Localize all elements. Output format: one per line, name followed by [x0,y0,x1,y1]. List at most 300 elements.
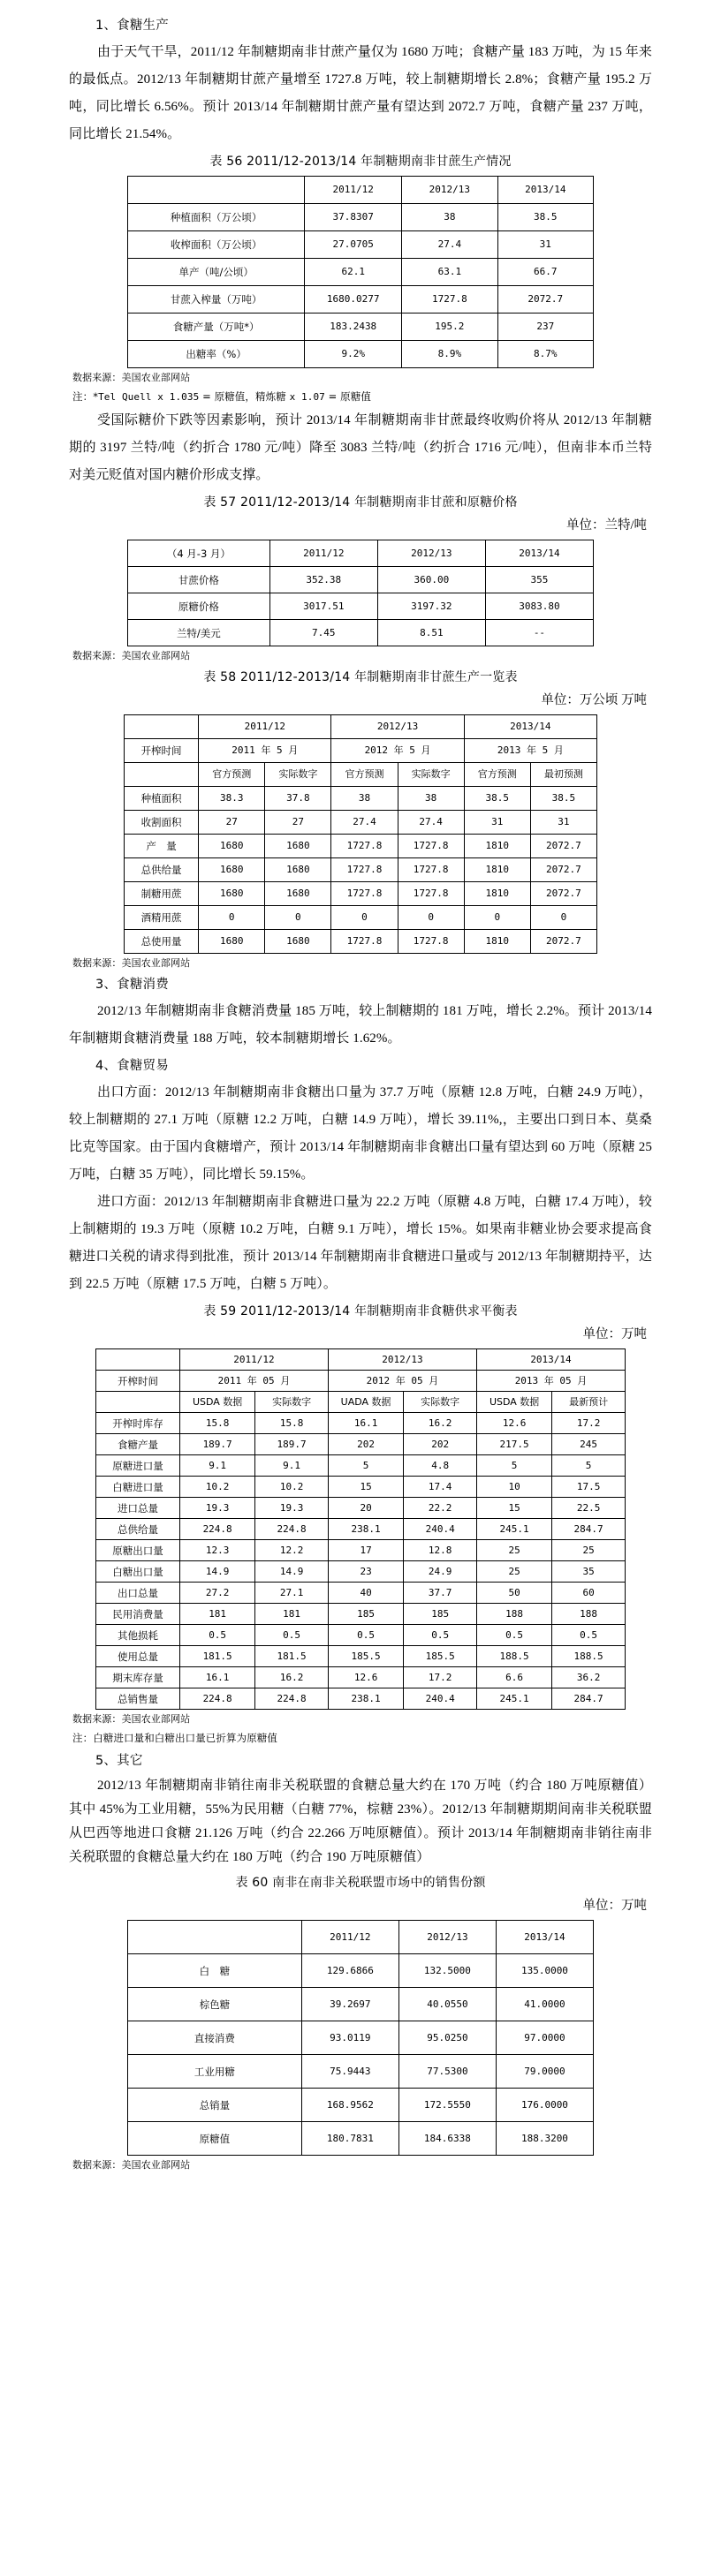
paragraph-production-2: 受国际糖价下跌等因素影响，预计 2013/14 年制糖期南非甘蔗最终收购价将从 2012/13 年制糖期的 3197 兰特/吨（约折合 1780 元/吨）降至 3083 兰特/吨（约折合 1716 元/吨），但南非本币兰特对美元贬值对国内糖价形成支撑。 [69,413,652,482]
cell: 15.8 [255,1413,329,1434]
col-header-2013-14: 2013/14 [485,540,593,567]
cell: 93.0119 [301,2021,398,2055]
cell: 238.1 [328,1519,403,1540]
paragraph-other-1: 2012/13 年制糖期南非销往南非关税联盟的食糖总量大约在 170 万吨（约合 180 万吨原糖值）其中 45%为工业用糖，55%为民用糖（白糖 77%，棕糖 23%）。2012/13 年制糖期期间南非关税联盟从巴西等地进口食糖 21.126 万吨（约合 22.266 万吨原糖值）。预计 2013/14 年制糖期南非销往南非关税联盟的食糖总量大约在 180 万吨（约合 190 万吨原糖值） [69,1779,652,1864]
table-row [96,1413,626,1434]
table-60-unit: 单位：万吨 [582,1899,647,1913]
row-label: 产 量 [125,835,199,858]
cell: 27 [199,811,265,835]
cell: 12.2 [255,1540,329,1561]
row-label: 原糖值 [128,2122,302,2156]
cell: 0.5 [328,1625,403,1646]
cell: 66.7 [497,259,593,286]
cell: 38 [398,787,464,811]
table-58-cane-production-overview [124,714,597,954]
table-59-sugar-supply-demand-balance [95,1348,626,1710]
cell: 181.5 [180,1646,255,1667]
cell: 188 [552,1604,626,1625]
start-value-2013: 2013 年 5 月 [464,739,596,763]
table-57-source: 数据来源：美国农业部网站 [72,650,191,661]
cell: -- [485,620,593,646]
cell: 2072.7 [530,835,596,858]
cell: 20 [328,1498,403,1519]
cell: 352.38 [269,567,377,593]
row-label: 兰特/美元 [128,620,270,646]
cell: 238.1 [328,1688,403,1710]
cell: 17.5 [552,1477,626,1498]
col-header-2011-12: 2011/12 [269,540,377,567]
table-row [128,259,594,286]
sub-header: USDA 数据 [180,1392,255,1413]
cell: 195.2 [402,314,497,341]
corner-cell [96,1349,180,1371]
cell: 5 [476,1455,551,1477]
cell: 1727.8 [398,930,464,954]
corner-cell: （4 月-3 月） [128,540,270,567]
table-row [96,1667,626,1688]
col-header-2011-12: 2011/12 [301,1921,398,1954]
cell: 16.2 [404,1413,477,1434]
cell: 1727.8 [402,286,497,314]
row-label: 原糖价格 [128,593,270,620]
col-header-2013-14: 2013/14 [497,177,593,204]
cell: 0 [331,906,398,930]
cell: 40.0550 [398,1988,496,2021]
cell: 0.5 [255,1625,329,1646]
cell: 185 [328,1604,403,1625]
table-row [128,341,594,368]
cell: 25 [476,1540,551,1561]
table-row [128,567,594,593]
table-60-source: 数据来源：美国农业部网站 [72,2159,191,2171]
cell: 75.9443 [301,2055,398,2089]
table-row-header [128,1921,594,1954]
table-57-cane-raw-sugar-prices [127,540,594,646]
row-label: 期末库存量 [96,1667,180,1688]
cell: 1810 [464,882,530,906]
note-latin-1: Tel Quell x 1.035 [98,391,200,403]
cell: 284.7 [552,1688,626,1710]
table-row-sub-header [125,763,597,787]
cell: 36.2 [552,1667,626,1688]
cell: 1727.8 [331,858,398,882]
section-heading-consumption: 3、食糖消费 [95,978,169,992]
cell: 132.5000 [398,1954,496,1988]
cell: 1680 [199,835,265,858]
cell: 245.1 [476,1519,551,1540]
paragraph-consumption-1: 2012/13 年制糖期南非食糖消费量 185 万吨，较上制糖期的 181 万吨，增长 2.2%。预计 2013/14 年制糖期食糖消费量 188 万吨，较本制糖期增长 1.62%。 [69,1004,652,1046]
row-label: 原糖出口量 [96,1540,180,1561]
row-label: 进口总量 [96,1498,180,1519]
cell: 245 [552,1434,626,1455]
row-label: 其他损耗 [96,1625,180,1646]
table-60-sacu-market-sales-share [127,1920,594,2156]
cell: 27.4 [331,811,398,835]
cell: 202 [328,1434,403,1455]
row-label: 种植面积（万公顷） [128,204,305,231]
cell: 25 [552,1540,626,1561]
cell: 63.1 [402,259,497,286]
paragraph-trade-import: 进口方面：2012/13 年制糖期南非食糖进口量为 22.2 万吨（原糖 4.8 万吨，白糖 17.4 万吨），较上制糖期的 19.3 万吨（原糖 10.2 万吨，白糖 9.1 万吨），增长 15%。如果南非糖业协会要求提高食糖进口关税的请求得到批准，预计 2013/14 年制糖期南非食糖进口量或与 2012/13 年制糖期持平，达到 22.5 万吨（原糖 17.5 万吨，白糖 5 万吨）。 [69,1195,652,1291]
row-label: 单产（吨/公顷） [128,259,305,286]
cell: 188.5 [552,1646,626,1667]
cell: 79.0000 [496,2055,593,2089]
row-label: 总使用量 [125,930,199,954]
table-row [128,286,594,314]
row-label: 工业用糖 [128,2055,302,2089]
table-row [96,1477,626,1498]
sub-header: 实际数字 [255,1392,329,1413]
cell: 5 [328,1455,403,1477]
table-row-header [128,177,594,204]
note-mid: = 原糖值，精炼糖 [199,390,290,403]
cell: 27.0705 [305,231,402,259]
cell: 15 [476,1498,551,1519]
table-row [128,620,594,646]
cell: 181 [180,1604,255,1625]
cell: 15.8 [180,1413,255,1434]
table-56-note [69,387,652,407]
sub-header: 官方预测 [199,763,265,787]
cell: 185.5 [404,1646,477,1667]
sub-header: 最初预测 [530,763,596,787]
cell: 3017.51 [269,593,377,620]
cell: 16.2 [255,1667,329,1688]
cell: 0.5 [552,1625,626,1646]
table-59-unit: 单位：万吨 [582,1327,647,1341]
cell: 183.2438 [305,314,402,341]
cell: 38 [402,204,497,231]
table-56-source: 数据来源：美国农业部网站 [72,372,191,383]
cell: 4.8 [404,1455,477,1477]
cell: 224.8 [255,1519,329,1540]
cell: 202 [404,1434,477,1455]
cell: 1727.8 [398,858,464,882]
cell: 19.3 [255,1498,329,1519]
cell: 185 [404,1604,477,1625]
cell: 12.6 [476,1413,551,1434]
cell: 17 [328,1540,403,1561]
table-row [128,2055,594,2089]
cell: 3197.32 [377,593,485,620]
table-row [128,1954,594,1988]
cell: 60 [552,1583,626,1604]
row-label: 种植面积 [125,787,199,811]
cell: 8.9% [402,341,497,368]
start-value-2013: 2013 年 05 月 [476,1371,625,1392]
cell: 3083.80 [485,593,593,620]
cell: 0 [398,906,464,930]
cell: 17.2 [552,1413,626,1434]
table-row [96,1434,626,1455]
cell: 1680 [199,882,265,906]
cell: 38 [331,787,398,811]
cell: 62.1 [305,259,402,286]
table-56-cane-production [127,176,594,368]
table-row [125,906,597,930]
cell: 2072.7 [530,930,596,954]
cell: 1727.8 [398,835,464,858]
corner-cell-2 [125,763,199,787]
cell: 1680 [265,858,331,882]
cell: 35 [552,1561,626,1583]
cell: 8.51 [377,620,485,646]
table-row [128,2089,594,2122]
sub-header: 最新预计 [552,1392,626,1413]
start-value-2012: 2012 年 5 月 [331,739,464,763]
row-label: 总供给量 [125,858,199,882]
cell: 16.1 [328,1413,403,1434]
season-header-2012-13: 2012/13 [328,1349,476,1371]
cell: 1810 [464,835,530,858]
start-value-2012: 2012 年 05 月 [328,1371,476,1392]
table-row [125,930,597,954]
cell: 2072.7 [530,858,596,882]
cell: 240.4 [404,1519,477,1540]
row-label: 酒精用蔗 [125,906,199,930]
sub-header: 官方预测 [464,763,530,787]
table-row [96,1455,626,1477]
cell: 22.2 [404,1498,477,1519]
table-row-start-date [125,739,597,763]
table-row [128,314,594,341]
season-header-2013-14: 2013/14 [464,715,596,739]
row-label: 使用总量 [96,1646,180,1667]
start-value-2011: 2011 年 05 月 [180,1371,329,1392]
cell: 7.45 [269,620,377,646]
cell: 5 [552,1455,626,1477]
cell: 181 [255,1604,329,1625]
table-caption-57: 表 57 2011/12-2013/14 年制糖期南非甘蔗和原糖价格 [203,495,518,510]
row-label: 甘蔗入榨量（万吨） [128,286,305,314]
table-caption-58: 表 58 2011/12-2013/14 年制糖期南非甘蔗生产一览表 [203,670,518,684]
cell: 9.1 [180,1455,255,1477]
cell: 23 [328,1561,403,1583]
cell: 40 [328,1583,403,1604]
cell: 38.5 [464,787,530,811]
table-row [96,1519,626,1540]
cell: 185.5 [328,1646,403,1667]
section-heading-production: 1、食糖生产 [95,19,169,33]
cell: 0.5 [180,1625,255,1646]
cell: 6.6 [476,1667,551,1688]
cell: 24.9 [404,1561,477,1583]
cell: 1680 [265,835,331,858]
table-row [128,2122,594,2156]
cell: 0 [265,906,331,930]
cell: 1680 [199,930,265,954]
note-latin-2: x 1.07 [289,391,325,403]
table-row-start-date [96,1371,626,1392]
cell: 14.9 [255,1561,329,1583]
row-label: 开榨时库存 [96,1413,180,1434]
table-row [96,1604,626,1625]
cell: 0 [199,906,265,930]
cell: 37.8 [265,787,331,811]
cell: 189.7 [180,1434,255,1455]
sub-header: 实际数字 [404,1392,477,1413]
cell: 10.2 [180,1477,255,1498]
paragraph-production-1: 由于天气干旱，2011/12 年制糖期南非甘蔗产量仅为 1680 万吨；食糖产量 183 万吨，为 15 年来的最低点。2012/13 年制糖期甘蔗产量增至 1727.8 万吨，较上制糖期增长 2.8%；食糖产量 195.2 万吨，同比增长 6.56%。预计 2013/14 年制糖期甘蔗产量有望达到 2072.7 万吨，食糖产量 237 万吨，同比增长 21.54%。 [69,45,652,141]
table-caption-59: 表 59 2011/12-2013/14 年制糖期南非食糖供求平衡表 [203,1304,518,1318]
cell: 15 [328,1477,403,1498]
section-heading-trade: 4、食糖贸易 [95,1059,169,1073]
cell: 27.4 [402,231,497,259]
cell: 27.1 [255,1583,329,1604]
row-label: 收割面积 [125,811,199,835]
row-label: 白 糖 [128,1954,302,1988]
cell: 224.8 [180,1519,255,1540]
season-header-2012-13: 2012/13 [331,715,464,739]
table-row [128,1988,594,2021]
corner-cell-2 [96,1392,180,1413]
table-row-season-header [96,1349,626,1371]
cell: 172.5550 [398,2089,496,2122]
row-label: 食糖产量 [96,1434,180,1455]
cell: 188.5 [476,1646,551,1667]
cell: 50 [476,1583,551,1604]
row-label: 食糖产量（万吨*） [128,314,305,341]
cell: 31 [530,811,596,835]
row-label: 制糖用蔗 [125,882,199,906]
cell: 1680 [265,882,331,906]
cell: 19.3 [180,1498,255,1519]
cell: 16.1 [180,1667,255,1688]
cell: 14.9 [180,1561,255,1583]
cell: 27 [265,811,331,835]
table-caption-56: 表 56 2011/12-2013/14 年制糖期南非甘蔗生产情况 [209,155,512,169]
cell: 188.3200 [496,2122,593,2156]
cell: 12.3 [180,1540,255,1561]
cell: 97.0000 [496,2021,593,2055]
row-label: 出口总量 [96,1583,180,1604]
cell: 180.7831 [301,2122,398,2156]
cell: 31 [464,811,530,835]
table-caption-60: 表 60 南非在南非关税联盟市场中的销售份额 [235,1876,486,1890]
cell: 135.0000 [496,1954,593,1988]
cell: 188 [476,1604,551,1625]
col-header-2013-14: 2013/14 [496,1921,593,1954]
cell: 2072.7 [530,882,596,906]
table-row [128,231,594,259]
cell: 1810 [464,858,530,882]
cell: 1727.8 [398,882,464,906]
note-suffix: = 原糖值 [324,390,371,403]
cell: 284.7 [552,1519,626,1540]
note-prefix: 注：* [72,390,99,403]
cell: 12.6 [328,1667,403,1688]
cell: 10.2 [255,1477,329,1498]
season-header-2011-12: 2011/12 [199,715,331,739]
cell: 9.2% [305,341,402,368]
sub-header: USDA 数据 [476,1392,551,1413]
col-header-2011-12: 2011/12 [305,177,402,204]
corner-cell [125,715,199,739]
cell: 1727.8 [331,835,398,858]
cell: 22.5 [552,1498,626,1519]
cell: 31 [497,231,593,259]
cell: 0 [530,906,596,930]
sub-header: 官方预测 [331,763,398,787]
section-heading-other: 5、其它 [95,1754,143,1768]
cell: 17.2 [404,1667,477,1688]
cell: 224.8 [255,1688,329,1710]
table-59-note: 注：白糖进口量和白糖出口量已折算为原糖值 [72,1732,277,1744]
table-row [96,1625,626,1646]
table-row [96,1498,626,1519]
cell: 168.9562 [301,2089,398,2122]
cell: 245.1 [476,1688,551,1710]
cell: 129.6866 [301,1954,398,1988]
cell: 224.8 [180,1688,255,1710]
start-value-2011: 2011 年 5 月 [199,739,331,763]
cell: 189.7 [255,1434,329,1455]
cell: 38.5 [530,787,596,811]
row-label: 总销量 [128,2089,302,2122]
table-row [125,858,597,882]
table-58-unit: 单位：万公顷 万吨 [541,693,647,707]
cell: 184.6338 [398,2122,496,2156]
cell: 1810 [464,930,530,954]
table-row-header [128,540,594,567]
cell: 0.5 [476,1625,551,1646]
cell: 0.5 [404,1625,477,1646]
table-row [125,882,597,906]
sub-header: 实际数字 [265,763,331,787]
table-row [125,811,597,835]
corner-cell [128,1921,302,1954]
cell: 27.4 [398,811,464,835]
row-label: 出糖率（%） [128,341,305,368]
cell: 37.7 [404,1583,477,1604]
table-row [125,787,597,811]
table-row [96,1583,626,1604]
table-row [128,204,594,231]
cell: 1680 [199,858,265,882]
table-row-season-header [125,715,597,739]
row-label: 直接消费 [128,2021,302,2055]
row-label: 总供给量 [96,1519,180,1540]
cell: 0 [464,906,530,930]
cell: 360.00 [377,567,485,593]
table-row [128,593,594,620]
cell: 95.0250 [398,2021,496,2055]
table-59-source: 数据来源：美国农业部网站 [72,1713,191,1725]
col-header-2012-13: 2012/13 [377,540,485,567]
cell: 25 [476,1561,551,1583]
corner-cell [128,177,305,204]
paragraph-trade-export: 出口方面：2012/13 年制糖期南非食糖出口量为 37.7 万吨（原糖 12.8 万吨，白糖 24.9 万吨），较上制糖期的 27.1 万吨（原糖 12.2 万吨，白糖 14.9 万吨），增长 39.11%,，主要出口到日本、莫桑比克等国家。由于国内食糖增产，预计 2013/14 年制糖期南非食糖出口量有望达到 60 万吨（原糖 25 万吨，白糖 35 万吨），同比增长 59.15%。 [69,1085,652,1182]
cell: 176.0000 [496,2089,593,2122]
cell: 27.2 [180,1583,255,1604]
table-row [96,1688,626,1710]
table-row [128,2021,594,2055]
cell: 77.5300 [398,2055,496,2089]
table-57-unit: 单位：兰特/吨 [565,518,647,533]
row-label: 甘蔗价格 [128,567,270,593]
cell: 355 [485,567,593,593]
table-58-source: 数据来源：美国农业部网站 [72,957,191,969]
cell: 38.3 [199,787,265,811]
row-label: 原糖进口量 [96,1455,180,1477]
cell: 237 [497,314,593,341]
cell: 9.1 [255,1455,329,1477]
col-header-2012-13: 2012/13 [402,177,497,204]
cell: 2072.7 [497,286,593,314]
cell: 12.8 [404,1540,477,1561]
cell: 39.2697 [301,1988,398,2021]
row-label: 总销售量 [96,1688,180,1710]
